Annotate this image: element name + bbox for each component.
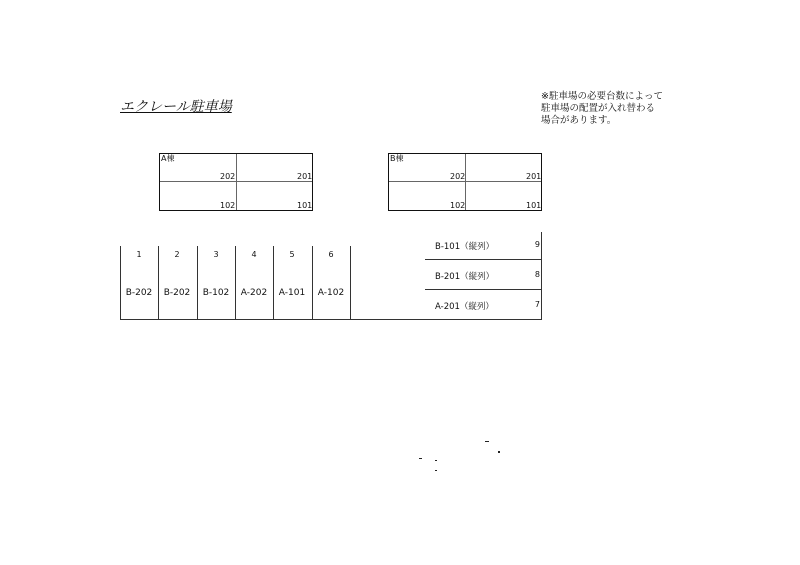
building-a-label: A棟: [161, 154, 175, 163]
building-b-label: B棟: [390, 154, 404, 163]
slot-number: 5: [289, 250, 295, 259]
scan-speck: [498, 451, 500, 453]
unit-b-102: 102: [450, 201, 466, 210]
slot-assignment: B-102: [202, 288, 230, 298]
slot-assignment: B-202: [163, 288, 191, 298]
tandem-slot: [425, 290, 542, 319]
parking-note: [541, 91, 663, 127]
slot-assignment: A-102: [317, 288, 345, 298]
strip-bottom-line: [120, 319, 542, 320]
unit-a-101: 101: [297, 201, 313, 210]
building-b-box: [388, 153, 542, 211]
tandem-slot: [425, 230, 542, 259]
tandem-label: A-201（縦列）: [435, 302, 494, 312]
divider: [236, 154, 237, 210]
unit-a-102: 102: [220, 201, 236, 210]
slot-number: 3: [213, 250, 219, 259]
scan-speck: [435, 460, 437, 461]
slot-assignment: A-101: [278, 288, 306, 298]
slot-assignment: A-202: [240, 288, 268, 298]
unit-a-201: 201: [297, 172, 313, 181]
scan-speck: [485, 441, 489, 442]
building-a-box: [159, 153, 313, 211]
tandem-number: 8: [534, 270, 540, 279]
tandem-label: B-101（縦列）: [435, 242, 495, 252]
slot-number: 2: [174, 250, 180, 259]
tandem-number: 9: [534, 240, 540, 249]
page-title: エクレール駐車場: [120, 99, 232, 115]
slot-number: 4: [251, 250, 257, 259]
note-line: ※駐車場の必要台数によって: [541, 91, 663, 102]
unit-b-101: 101: [526, 201, 542, 210]
slot-number: 1: [136, 250, 142, 259]
tandem-number: 7: [534, 300, 540, 309]
slot-number: 6: [328, 250, 334, 259]
tandem-label: B-201（縦列）: [435, 272, 495, 282]
divider: [160, 181, 312, 182]
divider: [389, 181, 541, 182]
tandem-slot: [425, 260, 542, 289]
unit-b-202: 202: [450, 172, 466, 181]
slot-divider: [350, 246, 351, 320]
unit-a-202: 202: [220, 172, 236, 181]
slot-assignment: B-202: [125, 288, 153, 298]
note-line: 駐車場の配置が入れ替わる: [541, 103, 656, 114]
scan-speck: [435, 470, 437, 471]
unit-b-201: 201: [526, 172, 542, 181]
scan-speck: [419, 458, 422, 459]
note-line: 場合があります。: [541, 115, 617, 126]
